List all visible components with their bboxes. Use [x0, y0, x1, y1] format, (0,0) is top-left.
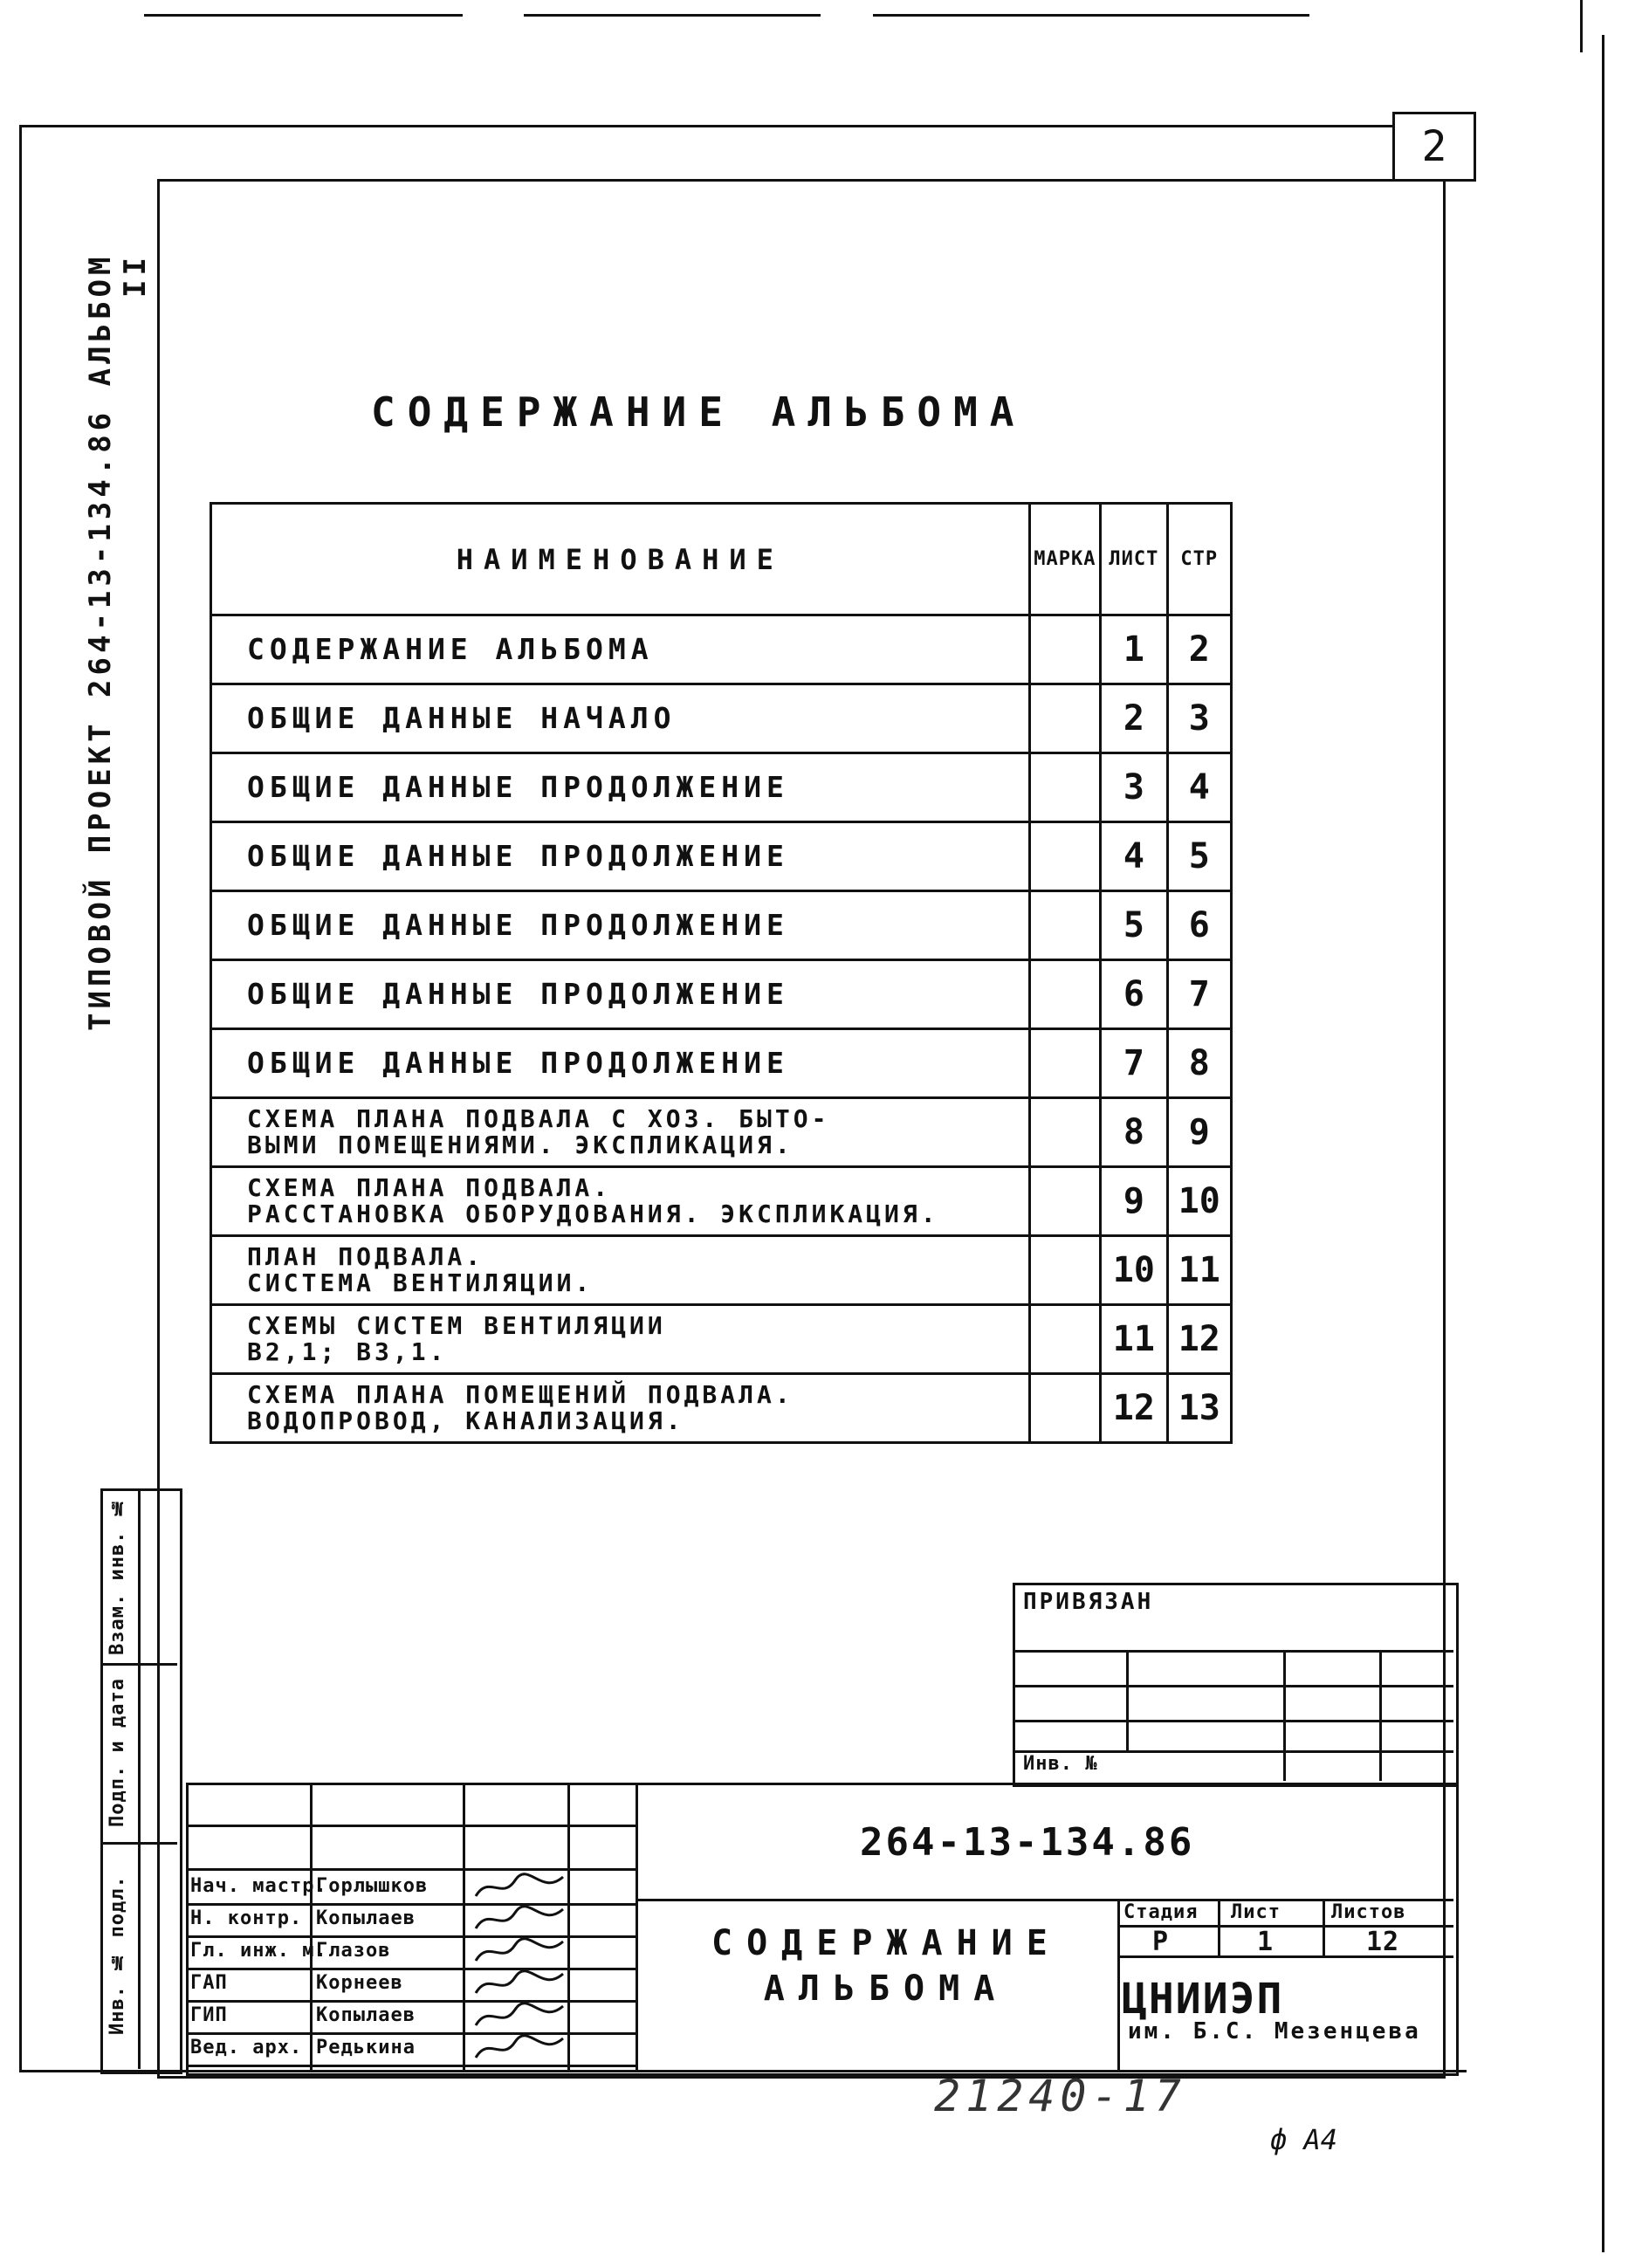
- table-row: [211, 1236, 1232, 1305]
- table-header-row: [211, 504, 1232, 615]
- right-edge-mark: [1580, 0, 1583, 52]
- left-stamp-rule-2: [100, 1842, 177, 1845]
- signature-mark: [471, 1870, 567, 1905]
- role-title: ГАП: [190, 1972, 228, 1994]
- row-page: 7: [1167, 960, 1231, 1029]
- role-person: Копылаев: [316, 2004, 416, 2026]
- role-rule: [186, 1935, 636, 1938]
- sheet-value: 1: [1257, 1927, 1275, 1957]
- left-stamp-inv: Инв. № подл.: [106, 1875, 128, 2036]
- row-page: 6: [1167, 891, 1231, 960]
- tb-col-sheets: [1323, 1899, 1325, 1955]
- binding-label: ПРИВЯЗАН: [1023, 1589, 1154, 1615]
- right-edge-line: [1602, 35, 1604, 2252]
- row-name: ОБЩИЕ ДАННЫЕ ПРОДОЛЖЕНИЕ: [211, 822, 1030, 891]
- main-title: СОДЕРЖАНИЕ АЛЬБОМА: [371, 388, 1027, 436]
- row-page: 13: [1167, 1374, 1231, 1443]
- row-mark: [1029, 1374, 1101, 1443]
- row-page: 10: [1167, 1167, 1231, 1236]
- row-sheet: 1: [1101, 615, 1167, 684]
- row-sheet: 12: [1101, 1374, 1167, 1443]
- org-name: ЦНИИЭП: [1122, 1975, 1284, 2024]
- left-stamp-divider: [138, 1488, 141, 2069]
- role-title: Нач. мастр.: [190, 1875, 327, 1897]
- binding-col-1: [1126, 1650, 1129, 1750]
- row-mark: [1029, 822, 1101, 891]
- binding-col-3: [1379, 1650, 1382, 1781]
- role-title: Вед. арх.: [190, 2037, 303, 2058]
- row-mark: [1029, 1236, 1101, 1305]
- row-sheet: 4: [1101, 822, 1167, 891]
- role-person: Редькина: [316, 2037, 416, 2058]
- role-person: Глазов: [316, 1940, 391, 1962]
- row-mark: [1029, 684, 1101, 753]
- tb-col-a: [636, 1783, 638, 2071]
- row-page: 3: [1167, 684, 1231, 753]
- tb-col-sheet: [1218, 1899, 1220, 1955]
- binding-rule-3: [1013, 1720, 1453, 1722]
- row-name: СХЕМА ПЛАНА ПОДВАЛА. РАССТАНОВКА ОБОРУДОВАНИЯ. ЭКСПЛИКАЦИЯ.: [211, 1167, 1030, 1236]
- header-name: НАИМЕНОВАНИЕ: [211, 504, 1030, 615]
- header-sheet: ЛИСТ: [1101, 504, 1167, 615]
- role-title: ГИП: [190, 2004, 228, 2026]
- signature-mark: [471, 1999, 567, 2034]
- row-page: 12: [1167, 1305, 1231, 1374]
- archive-number: 21240-17: [934, 2071, 1186, 2121]
- row-mark: [1029, 891, 1101, 960]
- org-subtitle: им. Б.С. Мезенцева: [1128, 2018, 1421, 2045]
- stage-value: Р: [1152, 1927, 1170, 1957]
- table-row: [211, 615, 1232, 684]
- table-row: [211, 960, 1232, 1029]
- table-row: [211, 684, 1232, 753]
- row-name: СОДЕРЖАНИЕ АЛЬБОМА: [211, 615, 1030, 684]
- row-sheet: 8: [1101, 1098, 1167, 1167]
- row-name: ОБЩИЕ ДАННЫЕ ПРОДОЛЖЕНИЕ: [211, 1029, 1030, 1098]
- table-row: [211, 1029, 1232, 1098]
- binding-col-2: [1283, 1650, 1286, 1781]
- row-mark: [1029, 1305, 1101, 1374]
- row-page: 5: [1167, 822, 1231, 891]
- sheet-number: 2: [1392, 112, 1476, 182]
- role-rule: [186, 2065, 636, 2067]
- left-stamp-sign: Подп. и дата: [106, 1678, 128, 1827]
- row-sheet: 9: [1101, 1167, 1167, 1236]
- row-mark: [1029, 753, 1101, 822]
- role-person: Горлышков: [316, 1875, 429, 1897]
- row-page: 9: [1167, 1098, 1231, 1167]
- row-mark: [1029, 1098, 1101, 1167]
- signature-mark: [471, 1935, 567, 1969]
- sheets-value: 12: [1366, 1927, 1400, 1957]
- table-row: [211, 753, 1232, 822]
- row-name: ОБЩИЕ ДАННЫЕ НАЧАЛО: [211, 684, 1030, 753]
- signature-mark: [471, 1967, 567, 2002]
- row-page: 11: [1167, 1236, 1231, 1305]
- top-scan-line-left: [144, 14, 463, 17]
- stage-label: Стадия: [1123, 1901, 1199, 1923]
- row-name: СХЕМА ПЛАНА ПОДВАЛА С ХОЗ. БЫТО- ВЫМИ ПОМЕЩЕНИЯМИ. ЭКСПЛИКАЦИЯ.: [211, 1098, 1030, 1167]
- row-sheet: 11: [1101, 1305, 1167, 1374]
- header-mark: МАРКА: [1029, 504, 1101, 615]
- signature-mark: [471, 2031, 567, 2066]
- role-rule: [186, 2000, 636, 2003]
- row-name: СХЕМЫ СИСТЕМ ВЕНТИЛЯЦИИ В2,1; В3,1.: [211, 1305, 1030, 1374]
- role-person: Корнеев: [316, 1972, 403, 1994]
- row-sheet: 6: [1101, 960, 1167, 1029]
- row-name: СХЕМА ПЛАНА ПОМЕЩЕНИЙ ПОДВАЛА. ВОДОПРОВОД, КАНАЛИЗАЦИЯ.: [211, 1374, 1030, 1443]
- stamp-title: СОДЕРЖАНИЕ АЛЬБОМА: [711, 1923, 1062, 2009]
- row-page: 8: [1167, 1029, 1231, 1098]
- table-row: [211, 1305, 1232, 1374]
- row-mark: [1029, 960, 1101, 1029]
- row-name: ОБЩИЕ ДАННЫЕ ПРОДОЛЖЕНИЕ: [211, 960, 1030, 1029]
- header-page: СТР: [1167, 504, 1231, 615]
- row-name: ОБЩИЕ ДАННЫЕ ПРОДОЛЖЕНИЕ: [211, 891, 1030, 960]
- left-stamp-replace: Взам. инв. №: [106, 1495, 128, 1655]
- role-person: Копылаев: [316, 1907, 416, 1929]
- table-row: [211, 891, 1232, 960]
- role-title: Н. контр.: [190, 1907, 303, 1929]
- side-title: ТИПОВОЙ ПРОЕКТ 264-13-134.86 АЛЬБОМ II: [83, 253, 153, 1032]
- sheet-label: Лист: [1231, 1901, 1281, 1923]
- table-row: [211, 822, 1232, 891]
- row-sheet: 5: [1101, 891, 1167, 960]
- format-label: ф А4: [1270, 2123, 1338, 2156]
- role-rule: [186, 1968, 636, 1970]
- table-row: [211, 1098, 1232, 1167]
- left-stamp-rule-1: [100, 1663, 177, 1666]
- row-name: ОБЩИЕ ДАННЫЕ ПРОДОЛЖЕНИЕ: [211, 753, 1030, 822]
- binding-rule-1: [1013, 1650, 1453, 1653]
- role-rule: [186, 1903, 636, 1906]
- doc-code: 264-13-134.86: [860, 1820, 1195, 1865]
- row-mark: [1029, 1029, 1101, 1098]
- tb-col-names: [463, 1783, 465, 2071]
- row-name: ПЛАН ПОДВАЛА. СИСТЕМА ВЕНТИЛЯЦИИ.: [211, 1236, 1030, 1305]
- tb-col-sign: [567, 1783, 570, 2071]
- signature-mark: [471, 1902, 567, 1937]
- sheets-label: Листов: [1331, 1901, 1406, 1923]
- row-sheet: 2: [1101, 684, 1167, 753]
- top-scan-line-right: [873, 14, 1309, 17]
- contents-table: [210, 502, 1233, 1444]
- role-rule: [186, 2032, 636, 2035]
- table-row: [211, 1167, 1232, 1236]
- row-mark: [1029, 1167, 1101, 1236]
- row-page: 4: [1167, 753, 1231, 822]
- binding-rule-2: [1013, 1685, 1453, 1687]
- role-title: Гл. инж. м.: [190, 1940, 327, 1962]
- row-sheet: 7: [1101, 1029, 1167, 1098]
- top-scan-line-mid: [524, 14, 821, 17]
- tb-col-roles: [310, 1783, 313, 2071]
- row-sheet: 3: [1101, 753, 1167, 822]
- row-page: 2: [1167, 615, 1231, 684]
- binding-inv-label: Инв. №: [1023, 1753, 1098, 1775]
- row-sheet: 10: [1101, 1236, 1167, 1305]
- table-row: [211, 1374, 1232, 1443]
- row-mark: [1029, 615, 1101, 684]
